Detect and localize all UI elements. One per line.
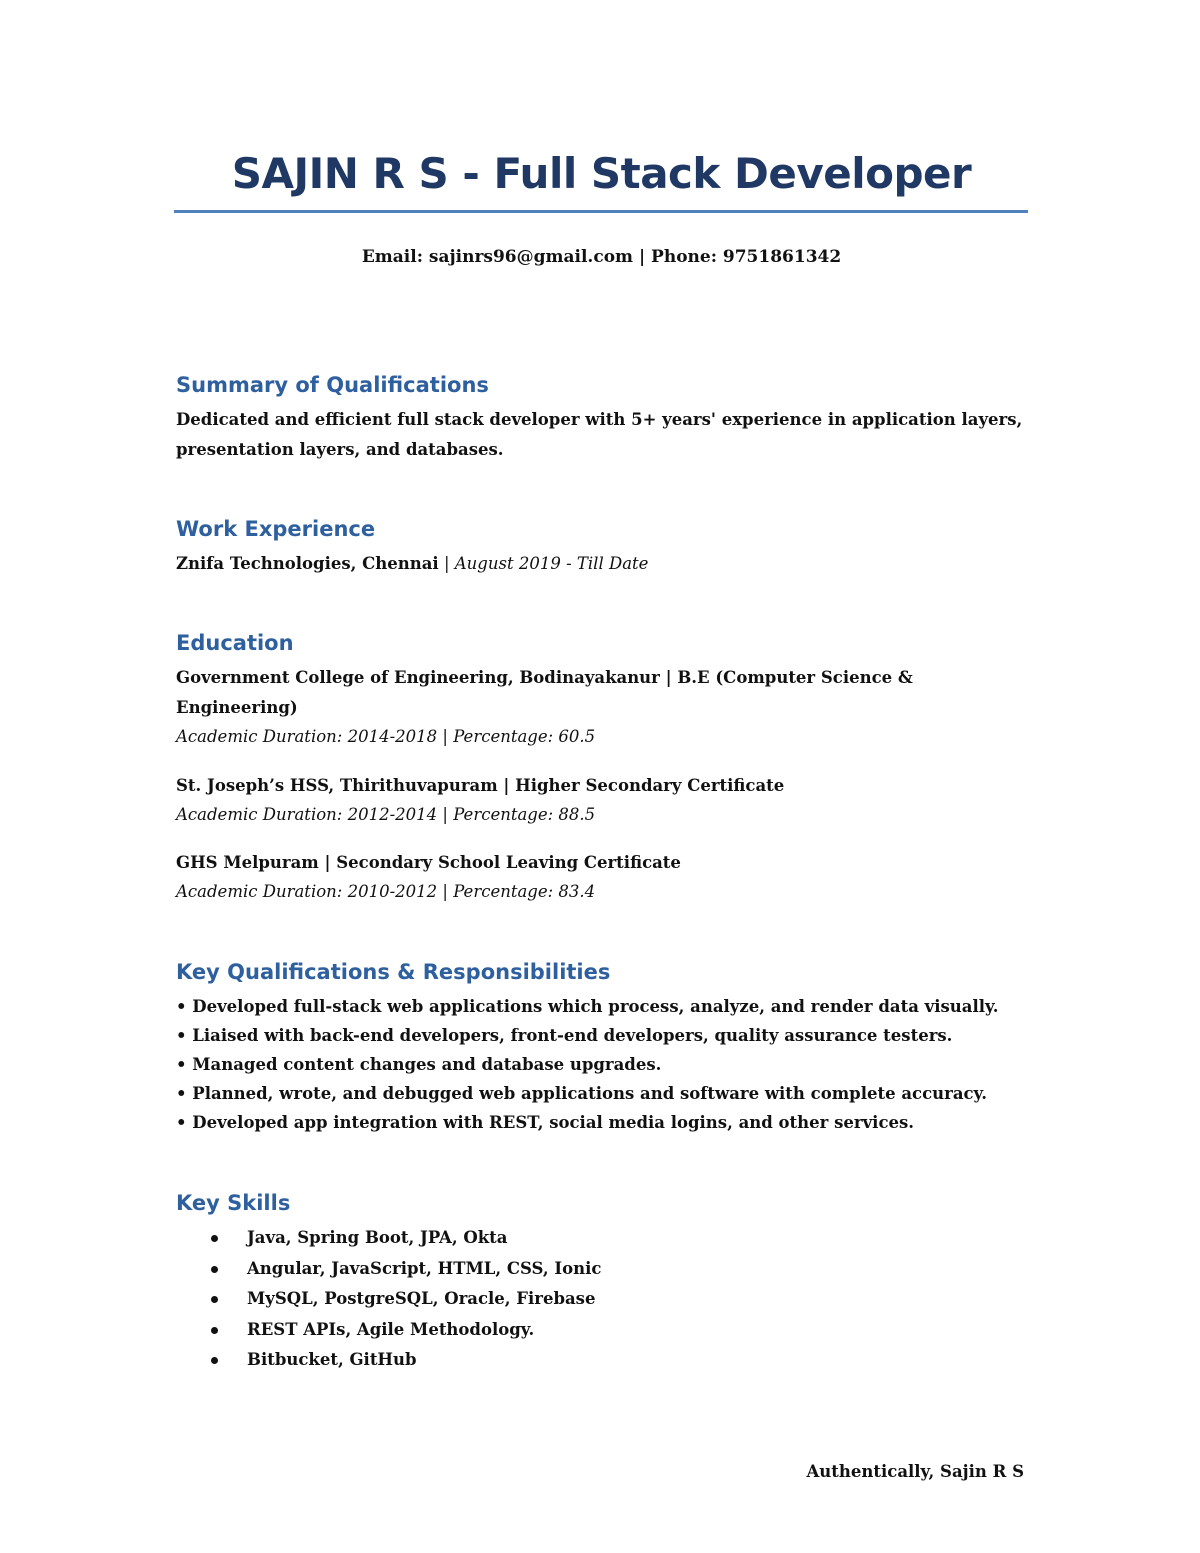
list-item <box>208 1254 601 1285</box>
education-heading: Education <box>176 631 294 655</box>
education-entry-1-line-1: Government College of Engineering, Bodinayakanur | B.E (Computer Science & <box>176 668 913 687</box>
skill-text: MySQL, PostgreSQL, Oracle, Firebase <box>247 1289 596 1308</box>
responsibilities-heading: Key Qualifications & Responsibilities <box>176 960 611 984</box>
summary-line-1: Dedicated and efficient full stack developer with 5+ years' experience in application layers, <box>176 410 1023 429</box>
skill-text: REST APIs, Agile Methodology. <box>247 1319 535 1339</box>
responsibilities-list <box>176 992 998 1137</box>
list-item <box>208 1315 601 1346</box>
work-company: Znifa Technologies, Chennai <box>176 554 439 573</box>
education-entry-2-line-1: St. Joseph’s HSS, Thirithuvapuram | Higher Secondary Certificate <box>176 776 785 795</box>
education-entry-3-detail: Academic Duration: 2010-2012 | Percentage: 83.4 <box>176 882 596 901</box>
summary-line-2: presentation layers, and databases. <box>176 440 504 459</box>
list-item: • Planned, wrote, and debugged web applications and software with complete accuracy. <box>176 1084 987 1103</box>
list-item: • Developed full-stack web applications which process, analyze, and render data visually. <box>176 997 999 1016</box>
skill-text: Java, Spring Boot, JPA, Okta <box>247 1228 508 1247</box>
list-item: • Developed app integration with REST, social media logins, and other services. <box>176 1113 915 1132</box>
education-entry-3-line-1: GHS Melpuram | Secondary School Leaving Certificate <box>176 853 681 872</box>
bullet-icon <box>211 1266 218 1273</box>
title-divider <box>174 210 1028 213</box>
work-heading: Work Experience <box>176 517 376 541</box>
list-item: • Liaised with back-end developers, front-end developers, quality assurance testers. <box>176 1026 953 1045</box>
skills-list <box>208 1223 601 1376</box>
work-separator: | <box>438 554 455 573</box>
education-entry-1-detail: Academic Duration: 2014-2018 | Percentage: 60.5 <box>176 727 596 746</box>
bullet-icon <box>211 1357 218 1364</box>
contact-line: Email: sajinrs96@gmail.com | Phone: 9751861342 <box>361 247 842 267</box>
page-title: SAJIN R S - Full Stack Developer <box>231 149 972 198</box>
skills-heading: Key Skills <box>176 1191 291 1215</box>
bullet-icon <box>211 1296 218 1303</box>
skill-text: Angular, JavaScript, HTML, CSS, Ionic <box>247 1258 602 1278</box>
signoff: Authentically, Sajin R S <box>806 1462 1024 1481</box>
education-entry-1-line-2: Engineering) <box>176 698 298 717</box>
bullet-icon <box>211 1327 218 1334</box>
list-item <box>208 1345 601 1376</box>
work-period: August 2019 - Till Date <box>454 554 649 573</box>
list-item <box>208 1284 601 1315</box>
summary-heading: Summary of Qualifications <box>176 373 489 397</box>
education-entry-2-detail: Academic Duration: 2012-2014 | Percentage: 88.5 <box>176 805 596 824</box>
list-item <box>208 1223 601 1254</box>
work-entry <box>176 549 648 579</box>
skill-text: Bitbucket, GitHub <box>247 1350 417 1369</box>
list-item: • Managed content changes and database upgrades. <box>176 1055 662 1074</box>
bullet-icon <box>211 1235 218 1242</box>
